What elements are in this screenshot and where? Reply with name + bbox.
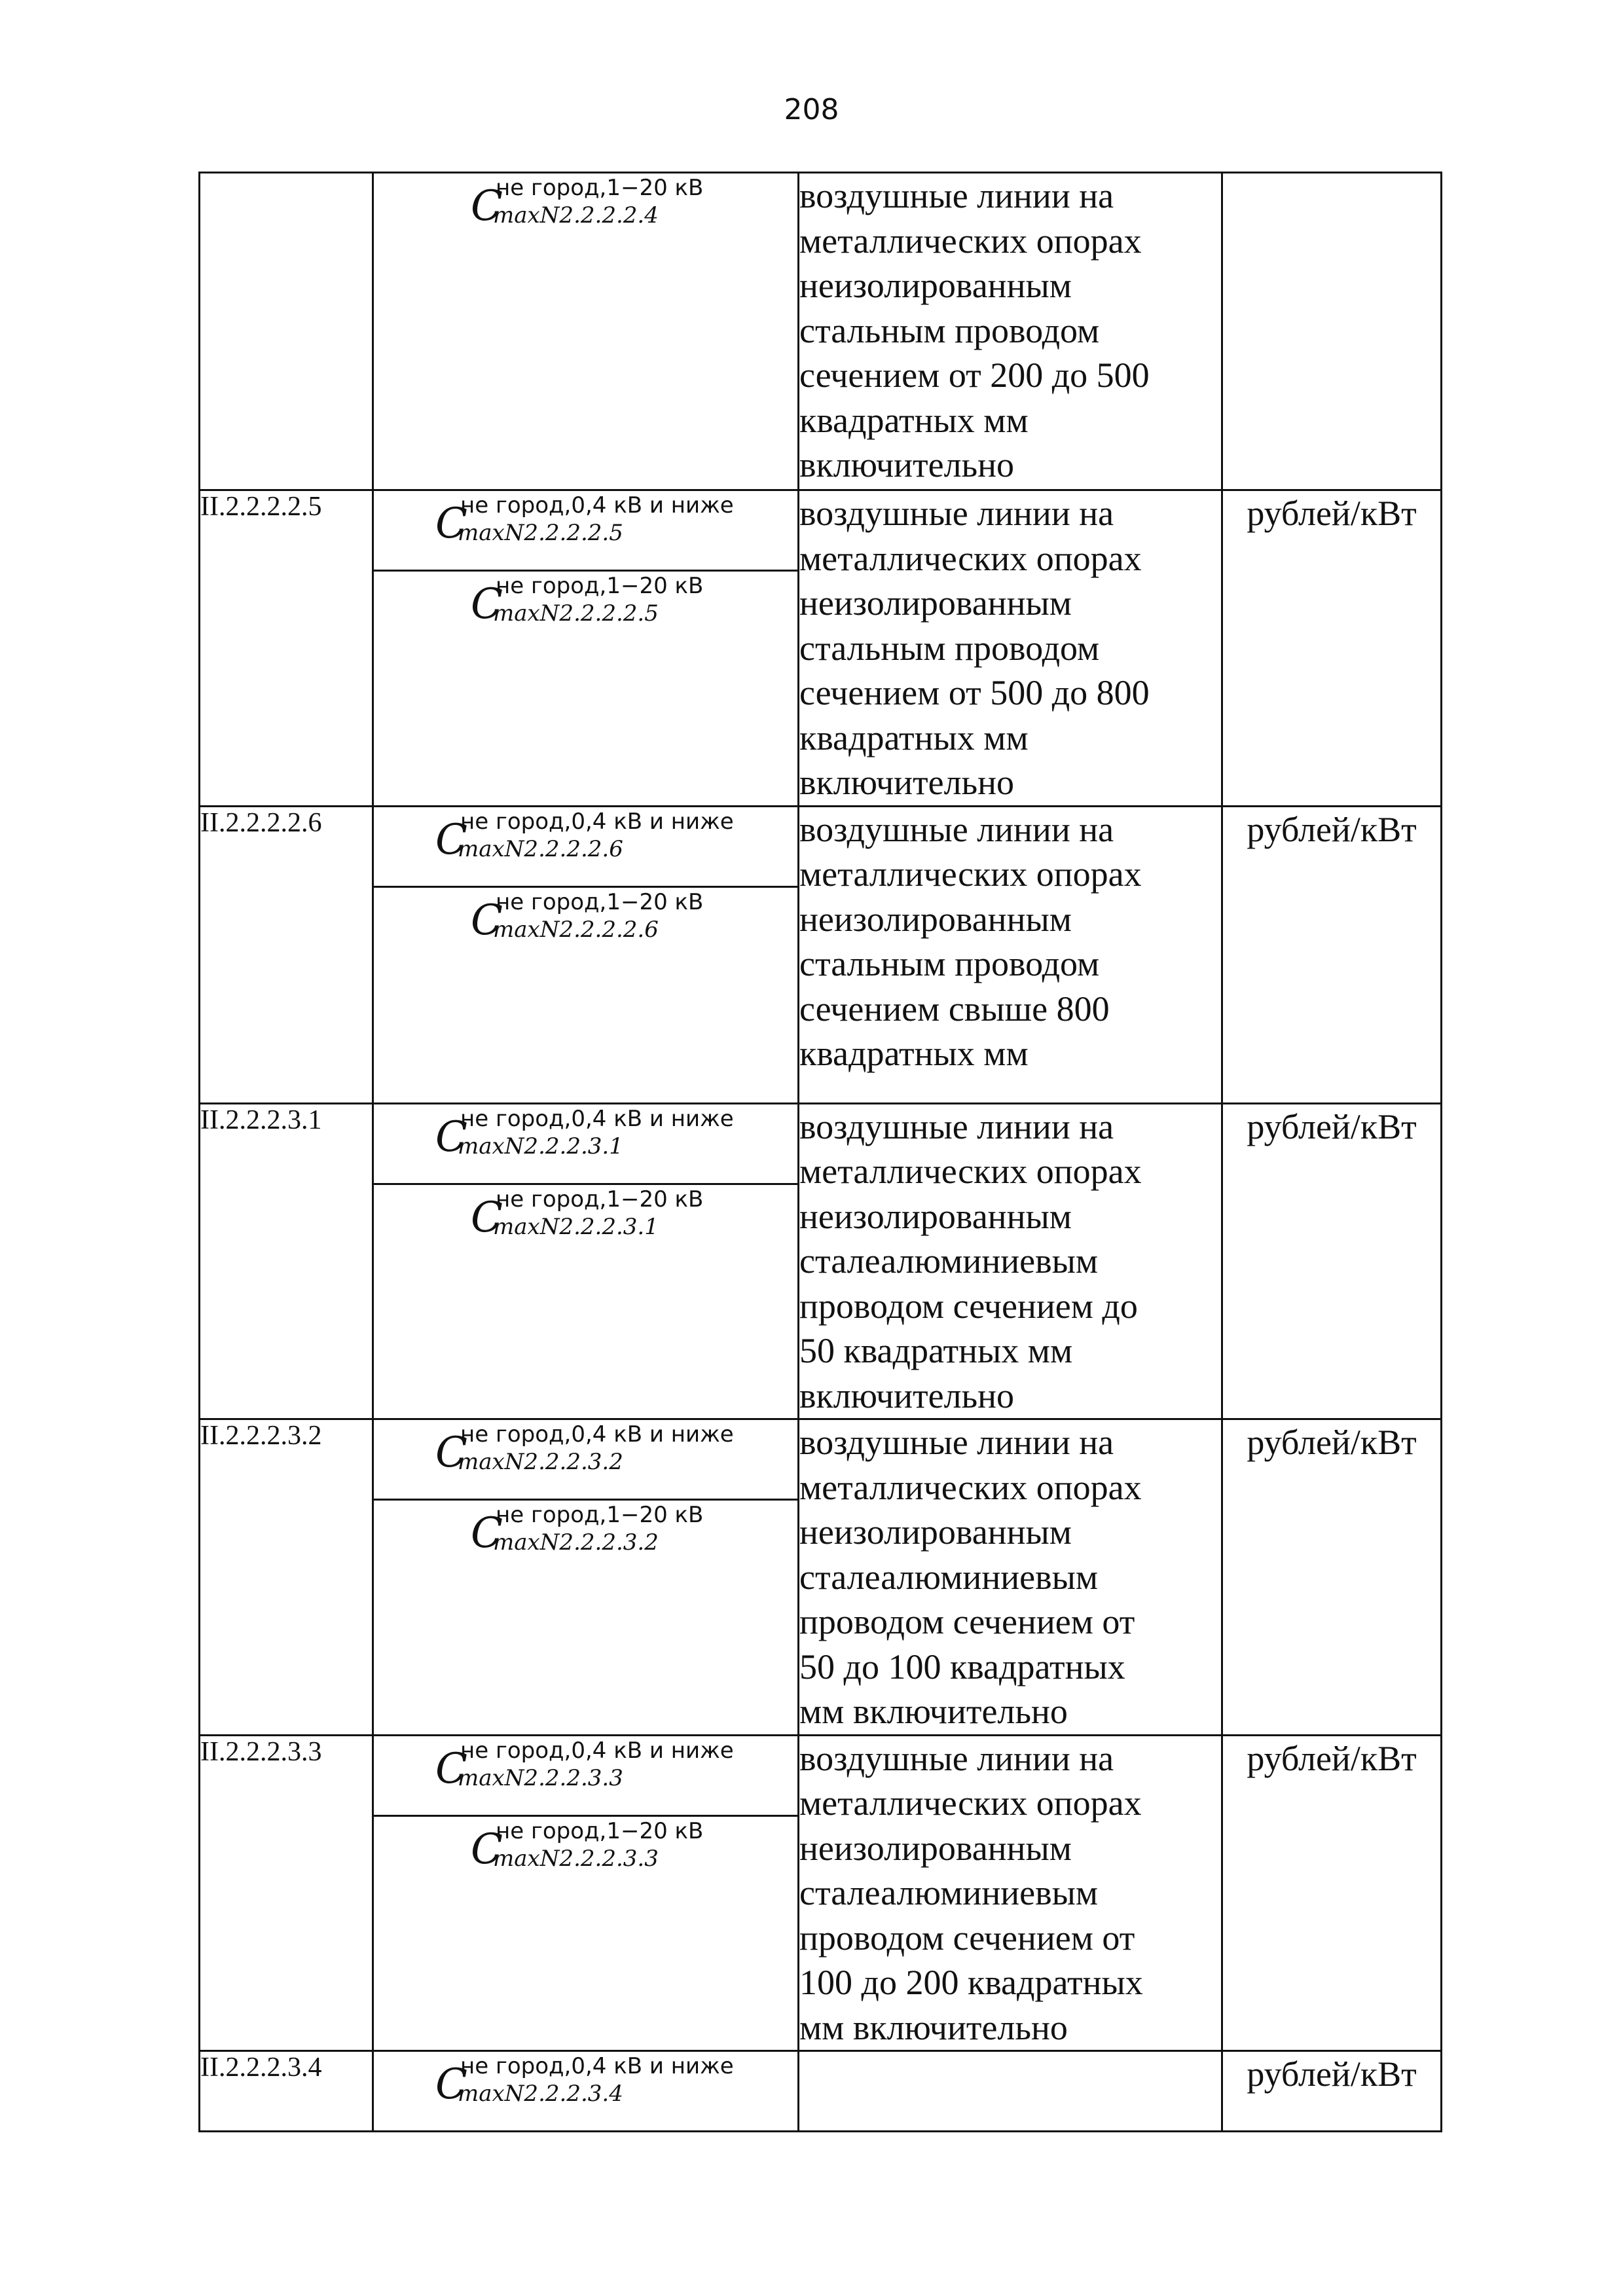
formula-symbol: C xyxy=(435,500,467,548)
table-row xyxy=(200,490,1442,807)
rates-table-body xyxy=(200,173,1442,2132)
row-code: II.2.2.2.3.2 xyxy=(200,1419,373,1736)
description-line: воздушные линии на xyxy=(799,494,1114,533)
formula-symbol: C xyxy=(435,1744,467,1793)
row-code: II.2.2.2.2.6 xyxy=(200,806,373,1103)
description-line: неизолированным xyxy=(799,1828,1072,1868)
description-line: неизолированным xyxy=(799,266,1072,305)
description-line: неизолированным xyxy=(799,1512,1072,1552)
description-line: металлических опорах xyxy=(799,854,1142,894)
formula-cell xyxy=(373,490,799,807)
description-line: металлических опорах xyxy=(799,1783,1142,1823)
row-unit: рублей/кВт xyxy=(1222,490,1442,807)
description-line: сталеалюминиевым xyxy=(799,1873,1099,1912)
formula-subscript: maxN2.2.2.2.5 xyxy=(458,520,623,546)
description-line: воздушные линии на xyxy=(799,809,1114,849)
description-line: сечением от 200 до 500 xyxy=(799,355,1150,395)
formula-0-4kv xyxy=(374,807,797,888)
description-line: сталеалюминиевым xyxy=(799,1241,1099,1281)
formula-1-20kv xyxy=(374,888,797,966)
description-line: 100 до 200 квадратных xyxy=(799,1963,1143,2002)
formula-symbol: C xyxy=(471,1825,503,1874)
row-unit: рублей/кВт xyxy=(1222,1103,1442,1419)
formula-cell xyxy=(373,1419,799,1736)
formula-symbol: C xyxy=(435,815,467,864)
formula-superscript: не город,0,4 кВ и ниже xyxy=(460,492,734,519)
formula-superscript: не город,1−20 кВ xyxy=(496,1817,704,1844)
description-line: мм включительно xyxy=(799,1692,1068,1731)
formula-superscript: не город,0,4 кВ и ниже xyxy=(460,1421,734,1448)
description-line: воздушные линии на xyxy=(799,1423,1114,1462)
row-description xyxy=(799,1735,1222,2051)
description-line: проводом сечением до xyxy=(799,1286,1138,1326)
description-line: квадратных мм xyxy=(799,1034,1029,1073)
description-line: 50 до 100 квадратных xyxy=(799,1647,1125,1686)
row-code: II.2.2.2.3.4 xyxy=(200,2051,373,2132)
description-line: включительно xyxy=(799,1376,1015,1415)
description-line: сечением свыше 800 xyxy=(799,989,1110,1029)
description-line: проводом сечением от xyxy=(799,1918,1135,1958)
description-line: неизолированным xyxy=(799,899,1072,939)
formula-superscript: не город,1−20 кВ xyxy=(496,1502,704,1528)
formula-cell xyxy=(373,806,799,1103)
formula-cell xyxy=(373,173,799,490)
formula-superscript: не город,0,4 кВ и ниже xyxy=(460,808,734,835)
description-line: включительно xyxy=(799,763,1015,802)
table-row xyxy=(200,173,1442,490)
formula-0-4kv xyxy=(374,1104,797,1185)
formula-cell xyxy=(373,1103,799,1419)
formula-1-20kv xyxy=(374,1501,797,1579)
formula-symbol: C xyxy=(471,1193,503,1242)
formula-cell xyxy=(373,1735,799,2051)
description-line: неизолированным xyxy=(799,1196,1072,1236)
description-line: включительно xyxy=(799,445,1015,484)
description-line: металлических опорах xyxy=(799,538,1142,578)
formula-0-4kv xyxy=(374,491,797,572)
description-line: воздушные линии на xyxy=(799,1738,1114,1778)
formula-superscript: не город,1−20 кВ xyxy=(496,175,704,201)
row-unit: рублей/кВт xyxy=(1222,1419,1442,1736)
description-line: воздушные линии на xyxy=(799,1106,1114,1146)
page-number: 208 xyxy=(784,93,839,126)
formula-superscript: не город,1−20 кВ xyxy=(496,888,704,915)
formula-superscript: не город,1−20 кВ xyxy=(496,573,704,599)
formula-1-20kv xyxy=(374,1185,797,1264)
formula-1-20kv xyxy=(374,1817,797,1895)
description-line: неизолированным xyxy=(799,583,1072,623)
table-row xyxy=(200,1419,1442,1736)
formula-symbol: C xyxy=(435,1429,467,1477)
formula-symbol: C xyxy=(471,896,503,945)
description-line: 50 квадратных мм xyxy=(799,1331,1073,1370)
formula-subscript: maxN2.2.2.2.6 xyxy=(458,835,623,862)
description-line: проводом сечением от xyxy=(799,1602,1135,1641)
table-row xyxy=(200,1103,1442,1419)
row-code: II.2.2.2.3.3 xyxy=(200,1735,373,2051)
row-description xyxy=(799,490,1222,807)
formula-subscript: maxN2.2.2.3.4 xyxy=(458,2081,623,2107)
formula-subscript: maxN2.2.2.3.3 xyxy=(458,1764,623,1791)
row-description xyxy=(799,1419,1222,1736)
formula-symbol: C xyxy=(471,182,503,230)
formula-subscript: maxN2.2.2.3.2 xyxy=(458,1449,623,1475)
description-line: воздушные линии на xyxy=(799,176,1114,215)
description-line: стальным проводом xyxy=(799,310,1100,350)
row-code: II.2.2.2.2.5 xyxy=(200,490,373,807)
table-row xyxy=(200,1735,1442,2051)
row-unit: рублей/кВт xyxy=(1222,2051,1442,2132)
row-unit xyxy=(1222,173,1442,490)
formula-subscript: maxN2.2.2.3.1 xyxy=(493,1213,659,1240)
formula-superscript: не город,0,4 кВ и ниже xyxy=(460,2053,734,2079)
formula-symbol: C xyxy=(435,1112,467,1161)
formula-symbol: C xyxy=(471,580,503,629)
row-description xyxy=(799,173,1222,490)
formula-cell xyxy=(373,2051,799,2132)
description-line: стальным проводом xyxy=(799,628,1100,668)
row-description xyxy=(799,2051,1222,2132)
description-line: металлических опорах xyxy=(799,1467,1142,1507)
rates-table xyxy=(198,172,1442,2132)
description-line: сталеалюминиевым xyxy=(799,1557,1099,1597)
formula-subscript: maxN2.2.2.3.3 xyxy=(493,1845,659,1872)
formula-symbol: C xyxy=(435,2060,467,2109)
formula-subscript: maxN2.2.2.2.5 xyxy=(493,600,659,627)
description-line: квадратных мм xyxy=(799,400,1029,440)
formula-1-20kv xyxy=(374,173,797,252)
table-row xyxy=(200,2051,1442,2132)
description-line: стальным проводом xyxy=(799,944,1100,983)
description-line: металлических опорах xyxy=(799,1152,1142,1191)
formula-subscript: maxN2.2.2.2.6 xyxy=(493,916,659,943)
row-code: II.2.2.2.3.1 xyxy=(200,1103,373,1419)
formula-superscript: не город,0,4 кВ и ниже xyxy=(460,1737,734,1764)
row-unit: рублей/кВт xyxy=(1222,806,1442,1103)
formula-subscript: maxN2.2.2.3.2 xyxy=(493,1529,659,1556)
description-line: металлических опорах xyxy=(799,221,1142,261)
row-description xyxy=(799,1103,1222,1419)
formula-superscript: не город,1−20 кВ xyxy=(496,1186,704,1212)
formula-subscript: maxN2.2.2.3.1 xyxy=(458,1133,623,1159)
formula-0-4kv xyxy=(374,1736,797,1817)
formula-subscript: maxN2.2.2.2.4 xyxy=(493,202,659,228)
formula-0-4kv xyxy=(374,2052,797,2130)
formula-0-4kv xyxy=(374,1420,797,1501)
formula-symbol: C xyxy=(471,1509,503,1558)
description-line: квадратных мм xyxy=(799,718,1029,757)
formula-superscript: не город,0,4 кВ и ниже xyxy=(460,1105,734,1132)
row-unit: рублей/кВт xyxy=(1222,1735,1442,2051)
description-line: мм включительно xyxy=(799,2007,1068,2047)
row-code xyxy=(200,173,373,490)
table-row xyxy=(200,806,1442,1103)
formula-1-20kv xyxy=(374,572,797,650)
description-line: сечением от 500 до 800 xyxy=(799,673,1150,712)
row-description xyxy=(799,806,1222,1103)
